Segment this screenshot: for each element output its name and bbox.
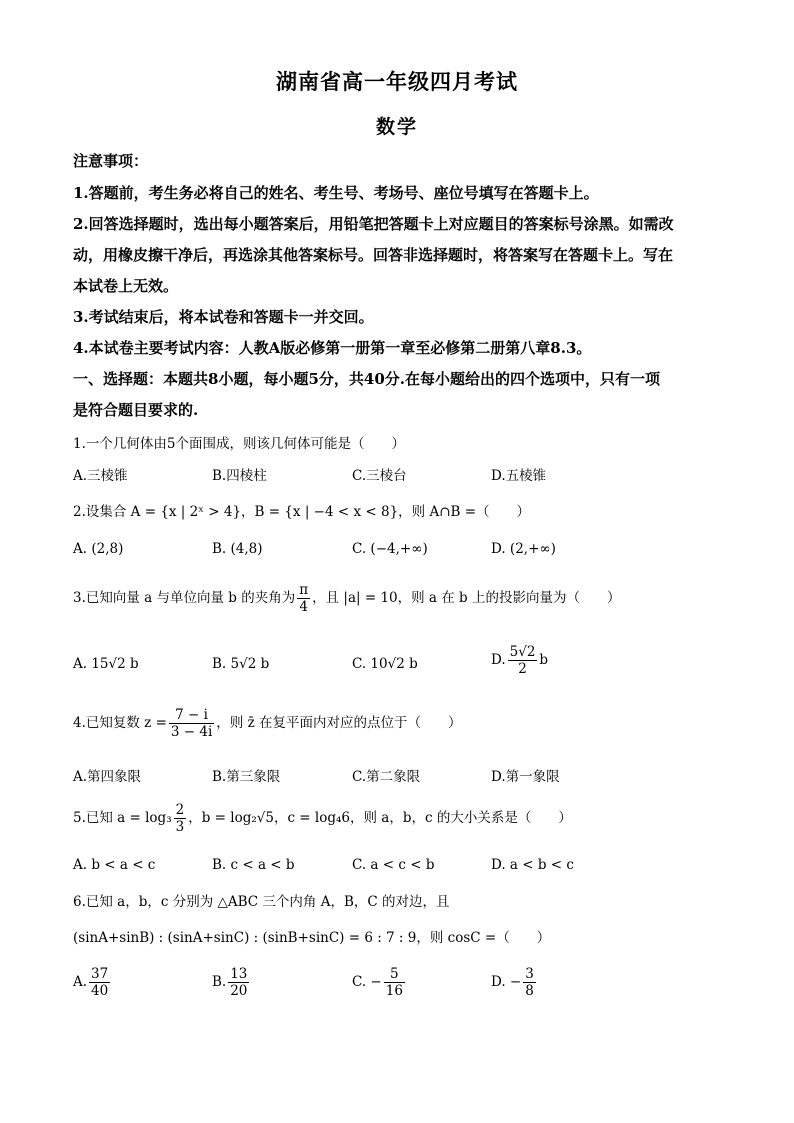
question-3-stem-start: 3.已知向量 a 与单位向量 b 的夹角为 bbox=[73, 590, 296, 606]
question-3-angle-fraction bbox=[297, 582, 310, 615]
question-4-denominator: 3 − 4i bbox=[170, 724, 213, 740]
question-1-option-d: D.五棱锥 bbox=[491, 468, 547, 484]
notice-item-4: 4.本试卷主要考试内容：人教A版必修第一册第一章至必修第二册第八章8.3。 bbox=[73, 339, 592, 357]
question-6-option-c-label: C. − bbox=[352, 974, 382, 990]
section-heading-line-1: 一、选择题：本题共8小题，每小题5分，共40分.在每小题给出的四个选项中，只有一项 bbox=[73, 370, 660, 388]
question-2-option-c: C. (−4,+∞) bbox=[352, 541, 428, 557]
question-3-option-d-fraction bbox=[508, 644, 538, 677]
notice-item-1: 1.答题前，考生务必将自己的姓名、考生号、考场号、座位号填写在答题卡上。 bbox=[73, 184, 599, 202]
question-4-stem bbox=[73, 707, 723, 740]
notice-item-2-line-3: 本试卷上无效。 bbox=[73, 277, 179, 295]
question-3-option-d-label: D. bbox=[491, 652, 506, 668]
question-3-option-d bbox=[491, 644, 548, 677]
question-4-numerator: 7 − i bbox=[169, 707, 214, 724]
question-4-option-b: B.第三象限 bbox=[212, 769, 281, 785]
question-3-angle-denominator: 4 bbox=[299, 599, 308, 615]
notice-item-2-line-2: 动，用橡皮擦干净后，再选涂其他答案标号。回答非选择题时，将答案写在答题卡上。写在 bbox=[73, 246, 674, 264]
question-6-option-b-numerator: 13 bbox=[230, 966, 248, 982]
notice-item-2-line-1: 2.回答选择题时，选出每小题答案后，用铅笔把答题卡上对应题目的答案标号涂黑。如需改 bbox=[73, 215, 674, 233]
question-5-numerator: 2 bbox=[175, 802, 185, 818]
question-5-stem-end: ，b = log₂√5，c = log₄6，则 a，b，c 的大小关系是（ ） bbox=[188, 810, 572, 826]
question-6-option-d-label: D. − bbox=[491, 974, 522, 990]
question-6-option-b-label: B. bbox=[212, 974, 227, 990]
question-6-option-c-denominator: 16 bbox=[385, 983, 403, 999]
question-2-option-b: B. (4,8) bbox=[212, 541, 263, 557]
question-3-option-c: C. 10√2 b bbox=[352, 656, 418, 672]
question-3-option-b: B. 5√2 b bbox=[212, 656, 270, 672]
question-6-stem-line-1: 6.已知 a，b，c 分别为 △ABC 三个内角 A，B，C 的对边，且 bbox=[73, 894, 450, 910]
question-1-option-b: B.四棱柱 bbox=[212, 468, 267, 484]
question-3-option-d-numerator: 5√2 bbox=[509, 644, 536, 660]
question-4-stem-end: ，则 z̄ 在复平面内对应的点位于（ ） bbox=[216, 715, 462, 731]
question-5-option-c: C. a < c < b bbox=[352, 857, 435, 873]
question-5-fraction bbox=[174, 802, 187, 835]
question-5-denominator: 3 bbox=[175, 819, 185, 835]
question-6-option-b-denominator: 20 bbox=[230, 983, 248, 999]
question-6-stem-line-2: (sinA+sinB) : (sinA+sinC) : (sinB+sinC) = 6 : 7 : 9，则 cosC =（ ） bbox=[73, 930, 551, 946]
question-2-option-d: D. (2,+∞) bbox=[491, 541, 556, 557]
question-3-angle-numerator: π bbox=[299, 582, 309, 598]
question-6-option-d-fraction bbox=[523, 966, 536, 999]
question-6-option-a-fraction bbox=[89, 966, 110, 999]
question-2-stem: 2.设集合 A = {x | 2ˣ > 4}，B = {x | −4 < x < 8}，则 A∩B =（ ） bbox=[73, 504, 531, 520]
exam-title: 湖南省高一年级四月考试 bbox=[276, 69, 518, 94]
question-4-stem-start: 4.已知复数 z = bbox=[73, 715, 167, 731]
question-6-option-d bbox=[491, 966, 538, 999]
question-6-option-b-fraction bbox=[228, 966, 249, 999]
question-5-stem bbox=[73, 802, 723, 835]
question-6-option-a-numerator: 37 bbox=[91, 966, 109, 982]
question-6-option-a-label: A. bbox=[73, 974, 88, 990]
question-6-option-d-denominator: 8 bbox=[525, 983, 534, 999]
question-3-option-d-vector: b bbox=[539, 652, 549, 668]
question-1-option-c: C.三棱台 bbox=[352, 468, 407, 484]
question-5-option-a: A. b < a < c bbox=[73, 857, 156, 873]
question-4-option-a: A.第四象限 bbox=[73, 769, 142, 785]
question-2-option-a: A. (2,8) bbox=[73, 541, 124, 557]
question-1-option-a: A.三棱锥 bbox=[73, 468, 128, 484]
question-4-option-c: C.第二象限 bbox=[352, 769, 421, 785]
question-3-stem bbox=[73, 582, 723, 615]
question-6-option-a bbox=[73, 966, 112, 999]
question-6-option-c bbox=[352, 966, 407, 999]
question-6-option-d-numerator: 3 bbox=[525, 966, 534, 982]
question-6-option-c-numerator: 5 bbox=[384, 966, 405, 983]
question-3-stem-end: ，且 |a| = 10，则 a 在 b 上的投影向量为（ ） bbox=[312, 590, 621, 606]
question-5-option-b: B. c < a < b bbox=[212, 857, 295, 873]
notice-heading: 注意事项： bbox=[73, 152, 149, 170]
subject-title: 数学 bbox=[375, 116, 418, 138]
question-5-option-d: D. a < b < c bbox=[491, 857, 574, 873]
question-6-option-c-fraction bbox=[384, 966, 405, 999]
question-1-stem: 1.一个几何体由5个面围成，则该几何体可能是（ ） bbox=[73, 436, 405, 452]
question-4-option-d: D.第一象限 bbox=[491, 769, 560, 785]
question-6-option-a-denominator: 40 bbox=[91, 983, 109, 999]
notice-item-3: 3.考试结束后，将本试卷和答题卡一并交回。 bbox=[73, 308, 374, 326]
question-5-stem-start: 5.已知 a = log₃ bbox=[73, 810, 172, 826]
section-heading-line-2: 是符合题目要求的. bbox=[73, 401, 199, 419]
question-6-option-b bbox=[212, 966, 251, 999]
question-4-fraction bbox=[169, 707, 214, 740]
question-3-option-d-denominator: 2 bbox=[518, 661, 527, 677]
question-3-option-a: A. 15√2 b bbox=[73, 656, 139, 672]
